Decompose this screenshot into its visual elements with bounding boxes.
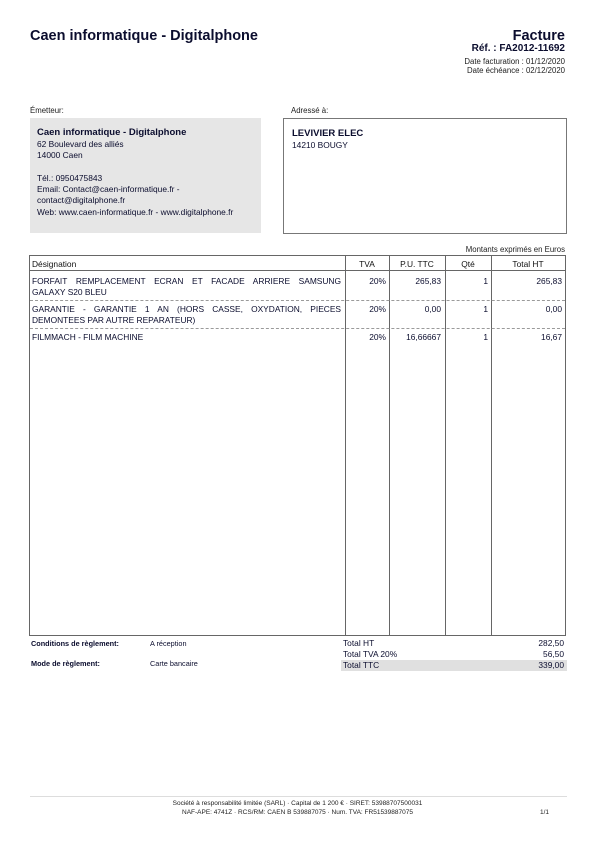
- total-ht-value: 282,50: [538, 638, 564, 648]
- total-ttc-label: Total TTC: [343, 660, 380, 670]
- row-quantity: 1: [483, 332, 488, 342]
- emitter-email-line1: Email: Contact@caen-informatique.fr -: [37, 184, 180, 195]
- row-designation-line1: FILMMACH - FILM MACHINE: [32, 332, 144, 342]
- row-quantity: 1: [483, 276, 488, 286]
- row-unit-price: 265,83: [415, 276, 441, 286]
- row-designation: [32, 304, 341, 326]
- row-total: 0,00: [545, 304, 562, 314]
- emitter-box: [30, 118, 261, 233]
- column-header-vat: TVA: [359, 259, 375, 269]
- row-vat: 20%: [369, 276, 386, 286]
- row-vat: 20%: [369, 304, 386, 314]
- emitter-email-line2: contact@digitalphone.fr: [37, 195, 126, 206]
- document-type: Facture: [512, 28, 565, 44]
- recipient-box: [283, 118, 567, 234]
- row-designation: [32, 276, 341, 298]
- invoice-reference: Réf. : FA2012-11692: [471, 43, 565, 54]
- emitter-address-line2: 14000 Caen: [37, 150, 83, 161]
- row-total: 265,83: [536, 276, 562, 286]
- row-unit-price: 16,66667: [406, 332, 441, 342]
- column-header-total: Total HT: [512, 259, 544, 269]
- company-title: Caen informatique - Digitalphone: [30, 28, 258, 44]
- page-number: 1/1: [539, 809, 549, 816]
- total-tva-value: 56,50: [543, 649, 564, 659]
- column-header-quantity: Qté: [461, 259, 475, 269]
- emitter-address-line1: 62 Boulevard des alliés: [37, 139, 124, 149]
- emitter-web: Web: www.caen-informatique.fr - www.digitalphone.fr: [37, 206, 234, 217]
- recipient-address: 14210 BOUGY: [292, 140, 348, 150]
- recipient-label: Adressé à:: [291, 106, 329, 115]
- total-tva-row: [341, 649, 567, 660]
- items-table: [29, 255, 566, 636]
- row-total: 16,67: [541, 332, 562, 342]
- emitter-label: Émetteur:: [30, 106, 64, 115]
- total-ttc-value: 339,00: [538, 660, 564, 670]
- total-ht-row: [341, 638, 567, 649]
- row-designation-line1: GARANTIE - GARANTIE 1 AN (HORS CASSE, OXYDATION, PIECES: [32, 304, 341, 314]
- legal-line-2: NAF-APE: 4741Z · RCS/RM: CAEN B 539887075 · Num. TVA: FR51539887075: [182, 809, 413, 816]
- row-vat: 20%: [369, 332, 386, 342]
- totals-block: [341, 638, 567, 671]
- due-date: Date échéance : 02/12/2020: [467, 66, 565, 75]
- payment-mode-label: Mode de règlement:: [31, 659, 100, 668]
- row-designation-line2: GALAXY S20 BLEU: [32, 287, 107, 297]
- row-quantity: 1: [483, 304, 488, 314]
- payment-mode-value: Carte bancaire: [150, 659, 198, 668]
- invoice-date: Date facturation : 01/12/2020: [464, 57, 565, 66]
- recipient-name: LEVIVIER ELEC: [292, 128, 364, 139]
- payment-conditions-label: Conditions de règlement:: [31, 639, 119, 648]
- legal-line-1: Société à responsabilité limitée (SARL) · Capital de 1 200 € · SIRET: 53988707500031: [172, 800, 423, 807]
- total-tva-label: Total TVA 20%: [343, 649, 398, 659]
- currency-note: Montants exprimés en Euros: [465, 245, 565, 254]
- footer-divider: [30, 796, 567, 797]
- payment-conditions-value: A réception: [150, 639, 187, 648]
- total-ht-label: Total HT: [343, 638, 375, 648]
- row-designation-line1: FORFAIT REMPLACEMENT ECRAN ET FACADE ARRIERE SAMSUNG: [32, 276, 341, 286]
- invoice-dates: [464, 57, 565, 75]
- row-designation-line2: DEMONTEES PAR AUTRE REPARATEUR): [32, 315, 196, 325]
- emitter-phone: Tél.: 0950475843: [37, 172, 103, 183]
- total-ttc-row: [341, 660, 567, 671]
- column-header-designation: Désignation: [32, 259, 77, 269]
- row-designation: [32, 332, 341, 343]
- column-header-unit-price: P.U. TTC: [400, 259, 434, 269]
- row-unit-price: 0,00: [424, 304, 441, 314]
- emitter-name: Caen informatique - Digitalphone: [37, 127, 187, 138]
